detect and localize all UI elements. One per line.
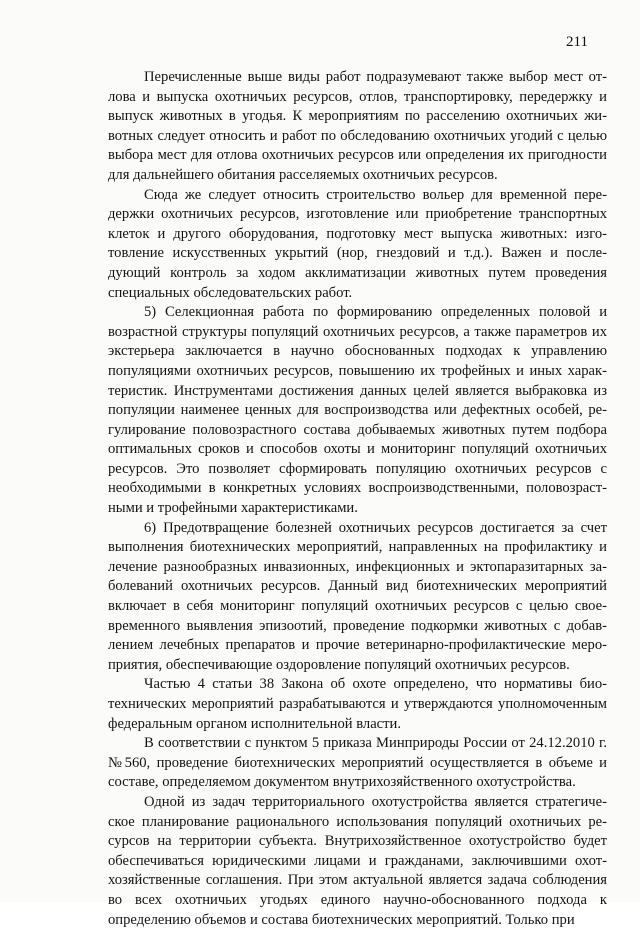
paragraph-4: 6) Предотвращение болезней охотничьих ресурсов достигается за счет выполнения биотехнических мероприятий, направленных на профилактику и лечение разнообразных инвазионных, инфекционных и эктопаразитарных заболеваний охотничьих ресурсов. Данный вид биотехнических мероприятий включает в себя мониторинг популяций охотничьих ресурсов с целью своевременного выявления эпизоотий, проведение подкормки животных с добавлением лечебных препаратов и прочие ветеринарно-профилактические мероприятия, обеспечивающие оздоровление популяций охотничьих ресурсов. — [108, 519, 607, 673]
paragraph-6: В соответствии с пунктом 5 приказа Минприроды России от 24.12.2010 г. №560, проведение биотехнических мероприятий осуществляется в объеме и составе, определяемом документом внутрихозяйственного охотустройства. — [108, 735, 607, 791]
paragraph-1: Перечисленные выше виды работ подразумевают также выбор мест отлова и выпуска охотничьих ресурсов, отлов, транспортировку, передержку и выпуск животных в угодья. К мероприятиям по расселению охотничьих животных следует относить и работ по обследованию охотничьих угодий с целью выбора мест для отлова охотничьих ресурсов или определения их пригодности для дальнейшего обитания расселяемых охотничьих ресурсов. — [108, 69, 607, 183]
body-text — [108, 68, 607, 930]
page-number: 211 — [566, 34, 588, 50]
paragraph-3: 5) Селекционная работа по формированию определенных половой и возрастной структуры популяций охотничьих ресурсов, а также параметров их экстерьера заключается в научно обоснованных подходах к управлению популяциями охотничьих ресурсов, повышению их трофейных и иных характеристик. Инструментами достижения данных целей является выбраковка из популяции наименее ценных для воспроизводства или дефектных особей, регулирование половозрастного состава добываемых животных путем подбора оптимальных сроков и способов охоты и мониторинг популяций охотничьих ресурсов. Это позволяет сформировать популяцию охотничьих ресурсов с необходимыми в конкретных условиях воспроизводственными, половозрастными и трофейными характеристиками. — [108, 304, 607, 517]
paragraph-2: Сюда же следует относить строительство вольер для временной передержки охотничьих ресурсов, изготовление или приобретение транспортных клеток и другого оборудования, подготовку мест выпуска животных: изготовление искусственных укрытий (нор, гнездовий и т.д.). Важен и последующий контроль за ходом акклиматизации животных путем проведения специальных обследовательских работ. — [108, 186, 607, 301]
paragraph-7: Одной из задач территориального охотустройства является стратегическое планирование рационального использования популяций охотничьих ресурсов на территории субъекта. Внутрихозяйственное охотустройство будет обеспечиваться юридическими лицами и гражданами, заключившими охотхозяйственные соглашения. При этом актуальной является задача соблюдения во всех охотничьих угодьях единого научно-обоснованного подхода к определению объемов и состава биотехнических мероприятий. Только при — [108, 793, 607, 928]
paragraph-5: Частью 4 статьи 38 Закона об охоте определено, что нормативы биотехнических мероприятий разрабатываются и утверждаются уполномоченным федеральным органом исполнительной власти. — [108, 676, 607, 732]
